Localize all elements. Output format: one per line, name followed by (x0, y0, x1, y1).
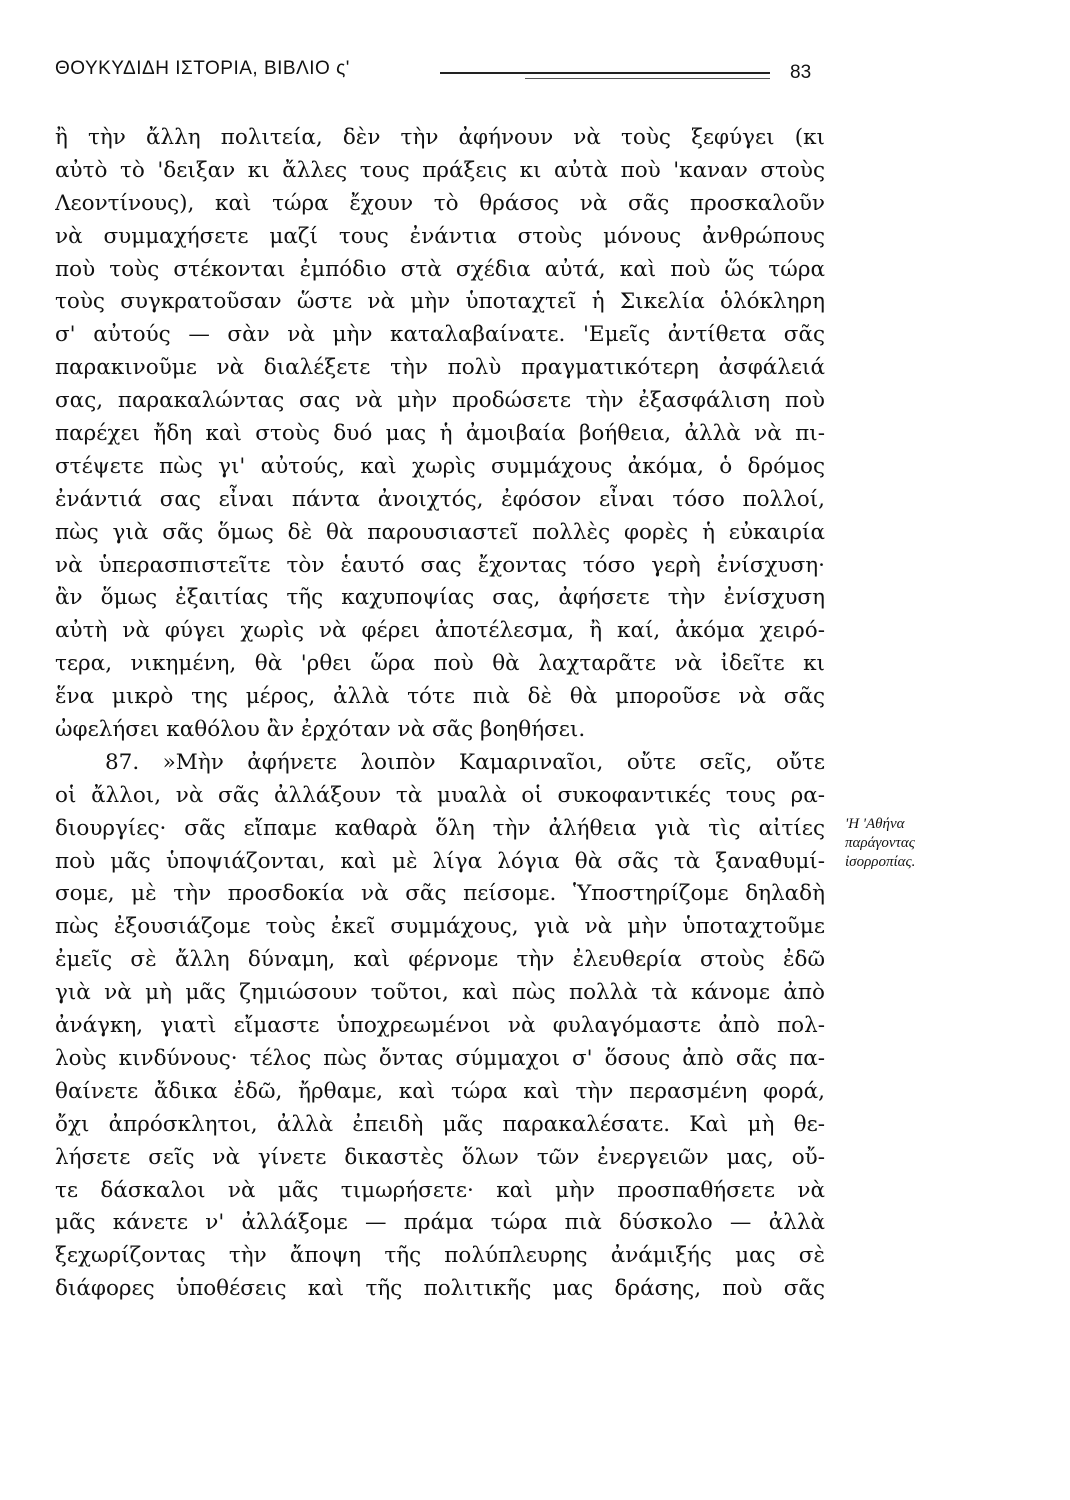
text-line: ἢ τὴν ἄλλη πολιτεία, δὲν τὴν ἀφήνουν νὰ τοὺς ξεφύγει (κι (55, 125, 825, 150)
text-line: μᾶς κάνετε ν' ἀλλάξομε — πράμα τώρα πιὰ δύσκολο — ἀλλὰ (55, 1210, 825, 1236)
page-number: 83 (790, 62, 812, 83)
margin-note (845, 815, 1025, 872)
text-line: σας, παρακαλώντας σας νὰ μὴν προδώσετε τὴν ἐξασφάλιση ποὺ (55, 388, 825, 414)
text-line: διουργίες· σᾶς εἴπαμε καθαρὰ ὅλη τὴν ἀλήθεια γιὰ τὶς αἰτίες (55, 815, 825, 841)
text-line: ὄχι ἀπρόσκλητοι, ἀλλὰ ἐπειδὴ μᾶς παρακαλέσατε. Καὶ μὴ θε- (55, 1111, 825, 1137)
text-line: διάφορες ὑποθέσεις καὶ τῆς πολιτικῆς μας δράσης, ποὺ σᾶς (55, 1276, 825, 1302)
margin-note-line: 'Η 'Αθήνα (845, 816, 905, 832)
text-line: ἀνάγκη, γιατὶ εἴμαστε ὑποχρεωμένοι νὰ φυλαγόμαστε ἀπὸ πολ- (55, 1013, 825, 1039)
text-line: πὼς γιὰ σᾶς ὅμως δὲ θὰ παρουσιαστεῖ πολλὲς φορὲς ἡ εὐκαιρία (55, 519, 825, 545)
text-line: αὐτὴ νὰ φύγει χωρὶς νὰ φέρει ἀποτέλεσμα, ἢ καί, ἀκόμα χειρό- (55, 618, 825, 644)
header-rule (440, 72, 770, 74)
text-line: τερα, νικημένη, θὰ 'ρθει ὥρα ποὺ θὰ λαχταρᾶτε νὰ ἰδεῖτε κι (55, 651, 825, 677)
header-rule-thin (525, 78, 770, 79)
text-line: ξεχωρίζοντας τὴν ἄποψη τῆς πολύπλευρης ἀνάμιξής μας σὲ (55, 1243, 825, 1269)
margin-note-line: παράγοντας (845, 835, 915, 851)
margin-note-line: ἰσορροπίας. (845, 854, 916, 870)
header-title: ΘΟΥΚΥΔΙΔΗ ΙΣΤΟΡΙΑ, ΒΙΒΛΙΟ ς' (55, 58, 350, 79)
text-line: ἐνάντιά σας εἶναι πάντα ἀνοιχτός, ἐφόσον εἶναι τόσο πολλοί, (55, 486, 825, 512)
text-line: λοὺς κινδύνους· τέλος πὼς ὄντας σύμμαχοι σ' ὅσους ἀπὸ σᾶς πα- (55, 1045, 825, 1071)
text-line: πὼς ἐξουσιάζομε τοὺς ἐκεῖ συμμάχους, γιὰ νὰ μὴν ὑποταχτοῦμε (55, 914, 825, 940)
text-line: Λεοντίνους), καὶ τώρα ἔχουν τὸ θράσος νὰ σᾶς προσκαλοῦν (55, 190, 825, 216)
text-line: νὰ συμμαχήσετε μαζί τους ἐνάντια στοὺς μόνους ἀνθρώπους (55, 223, 825, 249)
text-line: θαίνετε ἄδικα ἐδῶ, ἤρθαμε, καὶ τώρα καὶ τὴν περασμένη φορά, (55, 1078, 825, 1104)
text-line: σ' αὐτούς — σὰν νὰ μὴν καταλαβαίνατε. 'Εμεῖς ἀντίθετα σᾶς (55, 322, 825, 348)
body-text (55, 122, 825, 1306)
paragraph-start-line: 87. »Μὴν ἀφήνετε λοιπὸν Καμαριναῖοι, οὔτε σεῖς, οὔτε (105, 749, 825, 775)
text-line: τοὺς συγκρατοῦσαν ὥστε νὰ μὴν ὑποταχτεῖ ἡ Σικελία ὁλόκληρη (55, 289, 825, 315)
text-line: οἱ ἄλλοι, νὰ σᾶς ἀλλάξουν τὰ μυαλὰ οἱ συκοφαντικές τους ρα- (55, 782, 825, 808)
text-line: παρακινοῦμε νὰ διαλέξετε τὴν πολὺ πραγματικότερη ἀσφάλειά (55, 355, 825, 381)
text-line: νὰ ὑπερασπιστεῖτε τὸν ἑαυτό σας ἔχοντας τόσο γερὴ ἐνίσχυση· (55, 552, 825, 578)
text-line: αὐτὸ τὸ 'δειξαν κι ἄλλες τους πράξεις κι αὐτὰ ποὺ 'καναν στοὺς (55, 157, 825, 183)
text-line: ποὺ τοὺς στέκονται ἐμπόδιο στὰ σχέδια αὐτά, καὶ ποὺ ὥς τώρα (55, 256, 825, 282)
text-line: ὠφελήσει καθόλου ἂν ἐρχόταν νὰ σᾶς βοηθήσει. (55, 717, 586, 743)
text-line: ἂν ὅμως ἐξαιτίας τῆς καχυποψίας σας, ἀφήσετε τὴν ἐνίσχυση (55, 585, 825, 611)
text-line: γιὰ νὰ μὴ μᾶς ζημιώσουν τοῦτοι, καὶ πὼς πολλὰ τὰ κάνομε ἀπὸ (55, 980, 825, 1006)
text-line: τε δάσκαλοι νὰ μᾶς τιμωρήσετε· καὶ μὴν προσπαθήσετε νὰ (55, 1177, 825, 1203)
text-line: σομε, μὲ τὴν προσδοκία νὰ σᾶς πείσομε. Ὑποστηρίζομε δηλαδὴ (55, 881, 825, 907)
text-line: ποὺ μᾶς ὑποψιάζονται, καὶ μὲ λίγα λόγια θὰ σᾶς τὰ ξαναθυμί- (55, 848, 825, 874)
text-line: παρέχει ἤδη καὶ στοὺς δυό μας ἡ ἀμοιβαία βοήθεια, ἀλλὰ νὰ πι- (55, 421, 825, 447)
text-line: ἐμεῖς σὲ ἄλλη δύναμη, καὶ φέρνομε τὴν ἐλευθερία στοὺς ἐδῶ (55, 947, 825, 973)
text-line: στέψετε πὼς γι' αὐτούς, καὶ χωρὶς συμμάχους ἀκόμα, ὁ δρόμος (55, 453, 825, 479)
running-header (55, 58, 825, 92)
text-line: λήσετε σεῖς νὰ γίνετε δικαστὲς ὅλων τῶν ἐνεργειῶν μας, οὔ- (55, 1144, 825, 1170)
text-line: ἕνα μικρὸ της μέρος, ἀλλὰ τότε πιὰ δὲ θὰ μποροῦσε νὰ σᾶς (55, 684, 825, 710)
